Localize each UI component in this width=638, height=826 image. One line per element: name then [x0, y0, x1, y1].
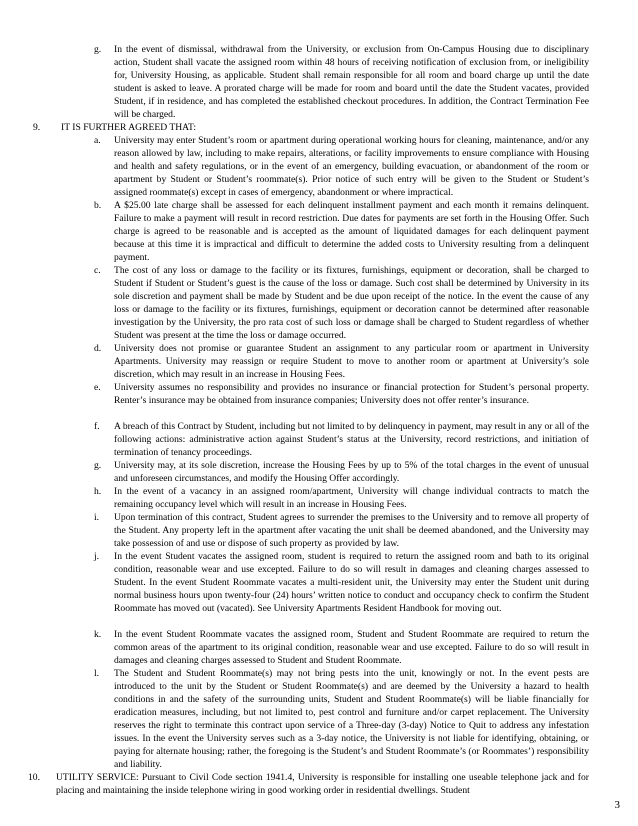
item-d-paragraph: University does not promise or guarantee Student an assignment to any particular room or apartment in University Apartments. University may reassign or require Student to move to another room or apartment at University’s sole discretion, which may result in an increase in Housing Fees. [114, 343, 589, 380]
item-i-label: i. [94, 512, 100, 523]
item-a-paragraph: University may enter Student’s room or apartment during operational working hours for cleaning, maintenance, and/or any reason allowed by law, including to make repairs, alterations, or facility improvements to ensure compliance with Housing and health and safety regulations, or in the event of an emergency, building evacuation, or abandonment of the room or apartment by Student or Student’s roommate(s). Prior notice of such entry will be given to the Student or Student’s assigned roommate(s) except in cases of emergency, abandonment or where impractical. [114, 135, 589, 198]
item-e-label: e. [94, 382, 101, 393]
item-k-paragraph: In the event Student Roommate vacates the assigned room, Student and Student Roommate are required to return the common areas of the apartment to its original condition, reasonable wear and use excepted. Failure to do so will result in damages and cleaning charges assessed to Student and Student Roommate. [114, 629, 589, 666]
item-b-label: b. [94, 200, 102, 211]
item-h-paragraph: In the event of a vacancy in an assigned room/apartment, University will change individual contracts to match the remaining occupancy level which will result in an increase in Housing Fees. [114, 486, 589, 510]
item-h-label: h. [94, 486, 102, 497]
section-9-heading: IT IS FURTHER AGREED THAT: [61, 122, 197, 133]
section-10-number: 10. [28, 772, 40, 783]
item-d-label: d. [94, 343, 102, 354]
item-f-paragraph: A breach of this Contract by Student, including but not limited to by delinquency in payment, may result in any or all of the following actions: administrative action against Student’s status at the University, record restrictions, and initiation of termination of tenancy proceedings. [114, 421, 589, 458]
item-l-label: l. [94, 668, 100, 679]
item-a-label: a. [94, 135, 101, 146]
item-j-paragraph: In the event Student vacates the assigned room, student is required to return the assigned room and bath to its original condition, reasonable wear and use excepted. Failure to do so will result in damages and cleaning charges assessed to Student. In the event Student Roommate vacates a multi-resident unit, the University may enter the Student unit during normal business hours upon twenty-four (24) hours’ written notice to conduct and occupancy check to confirm the Student Roommate has moved out (vacated). See University Apartments Resident Handbook for moving out. [114, 551, 589, 614]
item-g2-paragraph: University may, at its sole discretion, increase the Housing Fees by up to 5% of the total charges in the event of unusual and unforeseen circumstances, and modify the Housing Offer accordingly. [114, 460, 589, 484]
page-number: 3 [614, 799, 620, 811]
item-b-paragraph: A $25.00 late charge shall be assessed for each delinquent installment payment and each month it remains delinquent. Failure to make a payment will result in record restriction. Due dates for payments are set forth in the Housing Offer. Such charge is agreed to be reasonable and is accepted as the amount of liquidated damages for each delinquent payment because at this time it is impractical and difficult to determine the added costs to University resulting from a delinquent payment. [114, 200, 589, 263]
item-i-paragraph: Upon termination of this contract, Student agrees to surrender the premises to the University and to remove all property of the Student. Any property left in the apartment after vacating the unit shall be deemed abandoned, and the University may take possession of and use or dispose of such property as provided by law. [114, 512, 589, 549]
item-e-paragraph: University assumes no responsibility and provides no insurance or financial protection for Student’s personal property. Renter’s insurance may be obtained from insurance companies; University does not offer renter’s insurance. [114, 382, 589, 406]
item-j-label: j. [94, 551, 100, 562]
item-f-label: f. [94, 421, 100, 432]
item-g-label: g. [94, 460, 102, 471]
item-label: g. [94, 44, 102, 55]
item-k-label: k. [94, 629, 102, 640]
section-9-number: 9. [33, 122, 41, 133]
section-10-paragraph: UTILITY SERVICE: Pursuant to Civil Code section 1941.4, University is responsible for installing one useable telephone jack and for placing and maintaining the inside telephone wiring in good working order in residential dwellings. Student [56, 772, 589, 796]
item-c-paragraph: The cost of any loss or damage to the facility or its fixtures, furnishings, equipment or decoration, shall be charged to Student if Student or Student’s guest is the cause of the loss or damage. Such cost shall be determined by University in its sole discretion and payment shall be made by Student and be due upon receipt of the notice. In the event the cause of any loss or damage to the facility or its fixtures, furnishings, equipment or decoration cannot be determined after reasonable investigation by the University, the pro rata cost of such loss or damage shall be charged to Student regardless of whether Student was present at the time the loss or damage occurred. [114, 265, 589, 341]
item-l-paragraph: The Student and Student Roommate(s) may not bring pests into the unit, knowingly or not. In the event pests are introduced to the unit by the Student or Student Roommate(s) and are deemed by the University a hazard to health conditions in and the safety of the surrounding units, Student and Student Roommate(s) will be liable financially for eradication measures, including, but not limited to, pest control and furniture and/or carpet replacement. The University reserves the right to terminate this contract upon service of a Three-day (3-day) Notice to Quit to address any infestation issues. In the event the University serves such as a 3-day notice, the University is not liable for identifying, obtaining, or paying for alternate housing; rather, the foregoing is the Student’s and Student Roommate’s (or Roommates’) responsibility and liability. [114, 668, 589, 770]
item-c-label: c. [94, 265, 101, 276]
item-g-paragraph: In the event of dismissal, withdrawal from the University, or exclusion from On-Campus Housing due to disciplinary action, Student shall vacate the assigned room within 48 hours of receiving notification of exclusion from, or ineligibility for, University Housing, as applicable. Student shall remain responsible for all room and board charge up until the date student is asked to leave. A prorated charge will be made for room and board until the date the Student vacates, provided Student, if in residence, and has completed the established checkout procedures. In addition, the Contract Termination Fee will be charged. [114, 44, 589, 120]
